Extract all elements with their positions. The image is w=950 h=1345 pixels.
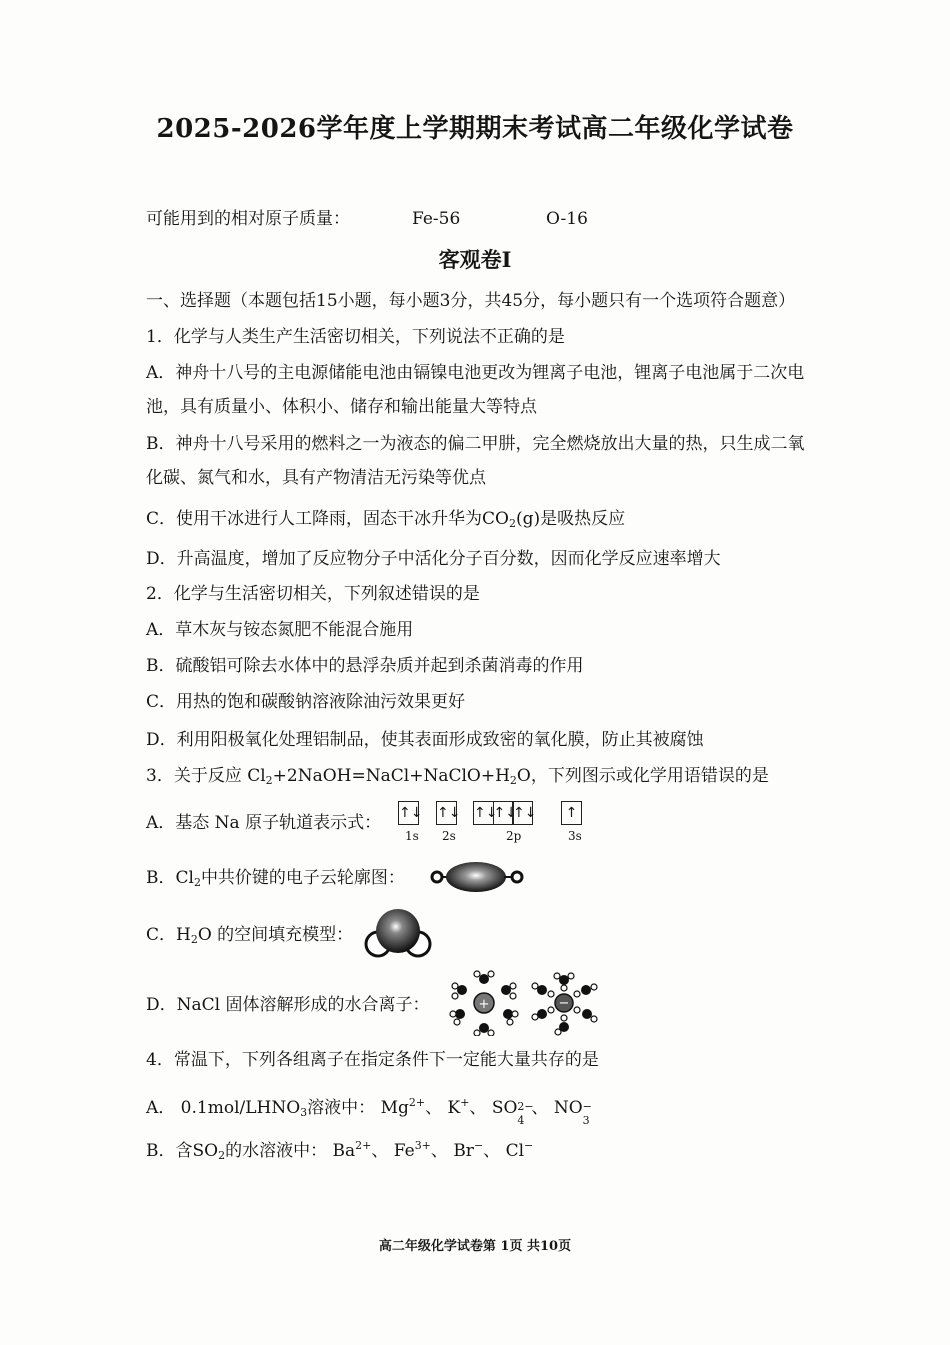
q3-option-d: D．NaCl 固体溶解形成的水合离子： [146,995,430,1015]
part1-header: 一、选择题（本题包括15小题，每小题3分，共45分，每小题只有一个选项符合题意） [146,291,796,311]
q4-b-text-end: 的水溶液中： [225,1141,328,1161]
q1-option-c [146,507,625,536]
q1-c-subscript: 2 [508,517,516,530]
orbital-label-3s: 3s [568,829,582,843]
atomic-mass-o: O-16 [546,209,588,229]
q3-option-a: A．基态 Na 原子轨道表示式： [146,813,382,833]
q3-option-c [146,923,353,952]
hydrated-anion [532,973,597,1035]
q4-b-ion-1: $Ba^{2+}$ [332,1139,372,1161]
q3-stem-part2: +2NaOH=NaCl+NaClO+H [272,766,510,786]
orbital-label-1s: 1s [405,829,419,843]
q3-b-text: B．Cl [146,868,194,888]
q2-option-b: B．硫酸铝可除去水体中的悬浮杂质并起到杀菌消毒的作用 [146,656,584,676]
page-footer: 高二年级化学试卷第 1页 共10页 [378,1239,572,1254]
q2-stem: 2．化学与生活密切相关，下列叙述错误的是 [146,584,480,604]
q4-a-ion-4: NO − 3 [553,1098,592,1127]
orbital-diagram [398,801,598,845]
q2-option-c: C．用热的饱和碳酸钠溶液除油污效果更好 [146,692,466,712]
q2-option-d: D．利用阳极氧化处理铝制品，使其表面形成致密的氧化膜，防止其被腐蚀 [146,730,704,750]
orbital-box-2p-z: ↑↓ [512,801,533,825]
q4-b-text: B．含SO [146,1141,219,1161]
q4-a-text-end: 溶液中： [307,1098,376,1118]
q3-cl2-subscript: 2 [265,774,273,787]
q3-b-subscript: 2 [193,876,201,889]
q3-c-text-end: O 的空间填充模型： [197,925,354,945]
q1-option-b-line1: B．神舟十八号采用的燃料之一为液态的偏二甲肼，完全燃烧放出大量的热，只生成二氧 [146,434,805,454]
orbital-box-1s: ↑↓ [398,801,419,825]
water-space-filling-model [364,906,434,962]
hydrated-ions-image [446,970,602,1036]
orbital-box-2p-x: ↑↓ [473,801,494,825]
atomic-mass-fe: Fe-56 [412,209,461,229]
section-title: 客观卷Ⅰ [438,247,512,272]
svg-text:−: − [558,996,570,1011]
q4-b-ion-3: Br− [453,1139,484,1161]
q1-option-b-line2: 化碳、氮气和水，具有产物清洁无污染等优点 [146,468,486,488]
q1-option-d: D．升高温度，增加了反应物分子中活化分子百分数，因而化学反应速率增大 [146,549,721,569]
q4-b-ion-2: $Fe^{3+}$ [393,1139,431,1161]
orbital-label-2p: 2p [506,829,522,843]
q4-b-ion-4: Cl− [505,1139,534,1161]
q1-stem: 1．化学与人类生产生活密切相关，下列说法不正确的是 [146,327,565,347]
q3-b-text-end: 中共价键的电子云轮廓图： [200,868,405,888]
orbital-box-2p-y: ↑↓ [493,801,514,825]
q3-stem-part3: O，下列图示或化学用语错误的是 [516,766,769,786]
q4-a-subscript: 3 [300,1106,308,1119]
q1-option-a-line1: A．神舟十八号的主电源储能电池由镉镍电池更改为锂离子电池，锂离子电池属于二次电 [146,363,805,383]
q4-stem: 4．常温下，下列各组离子在指定条件下一定能大量共存的是 [146,1050,599,1070]
q3-c-text: C．H [146,925,191,945]
q4-a-ion-3: SO 2− 4 [491,1098,534,1127]
svg-text:+: + [478,997,490,1012]
q3-option-b [146,866,405,895]
q4-a-ion-1: $Mg^{2+}$ [380,1096,426,1118]
q4-b-subscript: 2 [218,1149,226,1162]
q4-option-b: B．含$SO_2$的水溶液中： $Ba^{2+}$、 $Fe^{3+}$、 Br−、 Cl− [146,1139,534,1162]
atomic-mass-row [146,207,588,231]
q3-stem-part1: 3．关于反应 Cl [146,766,266,786]
q3-c-subscript: 2 [190,933,198,946]
q2-option-a: A．草木灰与铵态氮肥不能混合施用 [146,620,414,640]
q4-a-ion-2: K+ [447,1096,470,1118]
exam-title: 2025-2026学年度上学期期末考试高二年级化学试卷 [156,114,794,144]
q1-c-text: C．使用干冰进行人工降雨，固态干冰升华为CO [146,509,509,529]
orbital-box-2s: ↑↓ [436,801,457,825]
q3-stem [146,764,769,793]
q1-c-text-end: (g)是吸热反应 [515,509,626,529]
q3-h2o-subscript: 2 [509,774,517,787]
q4-a-text: A． 0.1mol/LHNO [146,1098,301,1118]
atomic-mass-label: 可能用到的相对原子质量： [146,209,350,229]
electron-cloud-image [428,860,528,896]
q4-option-a: A． $0.1mol/LHNO_3$溶液中： $Mg^{2+}$、 K+、 SO 2− 4 、 NO − 3 [146,1096,592,1127]
q1-option-a-line2: 池，具有质量小、体积小、储存和输出能量大等特点 [146,397,537,417]
hydrated-cation [450,971,518,1036]
orbital-label-2s: 2s [442,829,456,843]
orbital-box-3s: ↑ [561,801,582,825]
